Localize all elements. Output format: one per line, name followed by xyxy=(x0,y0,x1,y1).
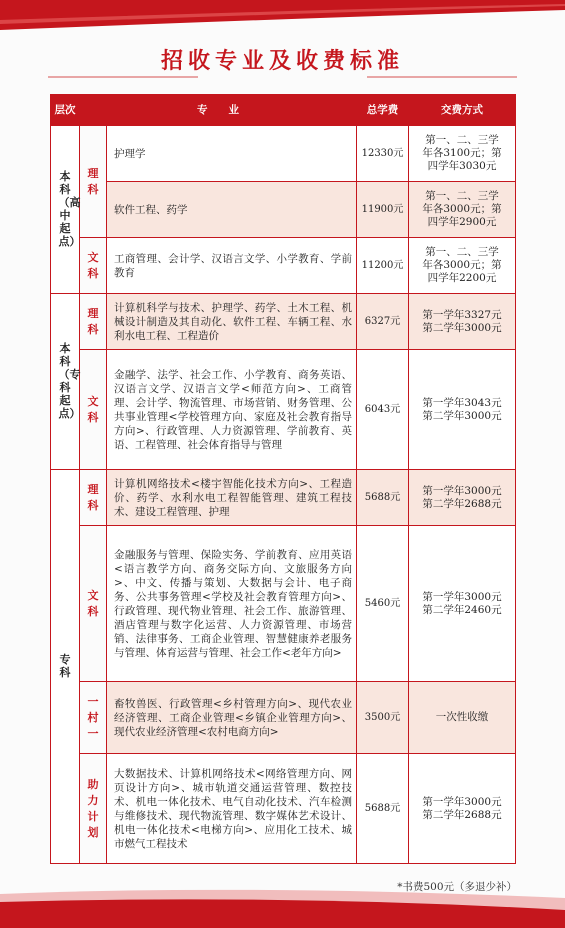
fee-cell: 5688元 xyxy=(357,754,409,864)
table-row xyxy=(51,470,516,526)
category-cell: 理科 xyxy=(80,470,107,526)
level-cell: 本科（专科起点） xyxy=(51,294,80,470)
category-cell: 文科 xyxy=(80,238,107,294)
payment-cell: 第一学年3327元 第二学年3000元 xyxy=(409,294,516,350)
table-row xyxy=(51,126,516,182)
fee-cell: 11200元 xyxy=(357,238,409,294)
category-cell: 助力计划 xyxy=(80,754,107,864)
major-cell: 金融服务与管理、保险实务、学前教育、应用英语<语言教学方向、商务交际方向、文旅服务方向>、中文、传播与策划、大数据与会计、电子商务、公共事务管理<学校及社会教育管理方向>、行政管理、现代物业管理、社会工作、旅游管理、酒店管理与数字化运营、人力资源管理、市场营销、法律事务、工商企业管理、智慧健康养老服务与管理、体育运营与管理、社会工作<老年方向> xyxy=(107,526,357,682)
payment-cell: 第一学年3043元 第二学年3000元 xyxy=(409,350,516,470)
level-cell: 本科（高中起点） xyxy=(51,126,80,294)
fee-cell: 12330元 xyxy=(357,126,409,182)
book-fee-note: *书费500元（多退少补） xyxy=(397,881,517,893)
table-row xyxy=(51,754,516,864)
category-cell: 文科 xyxy=(80,526,107,682)
payment-cell: 一次性收缴 xyxy=(409,682,516,754)
table-row xyxy=(51,682,516,754)
page-title: 招收专业及收费标准 xyxy=(160,49,404,74)
category-cell: 文科 xyxy=(80,350,107,470)
major-cell: 计算机科学与技术、护理学、药学、土木工程、机械设计制造及其自动化、软件工程、车辆工程、水利水电工程、工程造价 xyxy=(107,294,357,350)
payment-cell: 第一、二、三学 年各3000元；第 四学年2200元 xyxy=(409,238,516,294)
payment-cell: 第一学年3000元 第二学年2460元 xyxy=(409,526,516,682)
major-cell: 工商管理、会计学、汉语言文学、小学教育、学前教育 xyxy=(107,238,357,294)
major-cell: 护理学 xyxy=(107,126,357,182)
fee-cell: 5460元 xyxy=(357,526,409,682)
title-rule-right xyxy=(367,76,517,78)
major-cell: 畜牧兽医、行政管理<乡村管理方向>、现代农业经济管理、工商企业管理<乡镇企业管理方向>、现代农业经济管理<农村电商方向> xyxy=(107,682,357,754)
header-level: 层次 xyxy=(51,95,80,126)
top-red-banner xyxy=(0,0,565,30)
fee-cell: 6043元 xyxy=(357,350,409,470)
table-row xyxy=(51,350,516,470)
table-row xyxy=(51,238,516,294)
category-cell: 理科 xyxy=(80,294,107,350)
table-row xyxy=(51,182,516,238)
table-header-row xyxy=(51,95,516,126)
payment-cell: 第一学年3000元 第二学年2688元 xyxy=(409,470,516,526)
payment-cell: 第一学年3000元 第二学年2688元 xyxy=(409,754,516,864)
header-major: 专 业 xyxy=(80,95,357,126)
category-cell: 理科 xyxy=(80,126,107,238)
fee-cell: 6327元 xyxy=(357,294,409,350)
major-cell: 大数据技术、计算机网络技术<网络管理方向、网页设计方向>、城市轨道交通运营管理、数控技术、机电一体化技术、电气自动化技术、汽车检测与维修技术、现代物流管理、数字媒体艺术设计、机电一体化技术<电梯方向>、应用化工技术、城市燃气工程技术 xyxy=(107,754,357,864)
category-cell: 一村一 xyxy=(80,682,107,754)
title-rule-left xyxy=(48,76,198,78)
header-payment: 交费方式 xyxy=(409,95,516,126)
level-cell: 专科 xyxy=(51,470,80,864)
fee-cell: 3500元 xyxy=(357,682,409,754)
payment-cell: 第一、二、三学 年各3100元；第 四学年3030元 xyxy=(409,126,516,182)
major-cell: 金融学、法学、社会工作、小学教育、商务英语、汉语言文学、汉语言文学<师范方向>、工商管理、会计学、物流管理、市场营销、财务管理、公共事业管理<学校管理方向、家庭及社会教育指导方向>、行政管理、人力资源管理、学前教育、英语、工程管理、社会体育指导与管理 xyxy=(107,350,357,470)
payment-cell: 第一、二、三学 年各3000元；第 四学年2900元 xyxy=(409,182,516,238)
fee-table xyxy=(50,94,516,864)
table-row xyxy=(51,526,516,682)
table-row xyxy=(51,294,516,350)
header-fee: 总学费 xyxy=(357,95,409,126)
fee-cell: 11900元 xyxy=(357,182,409,238)
major-cell: 软件工程、药学 xyxy=(107,182,357,238)
fee-cell: 5688元 xyxy=(357,470,409,526)
major-cell: 计算机网络技术<楼宇智能化技术方向>、工程造价、药学、水利水电工程智能管理、建筑工程技术、建设工程管理、护理 xyxy=(107,470,357,526)
